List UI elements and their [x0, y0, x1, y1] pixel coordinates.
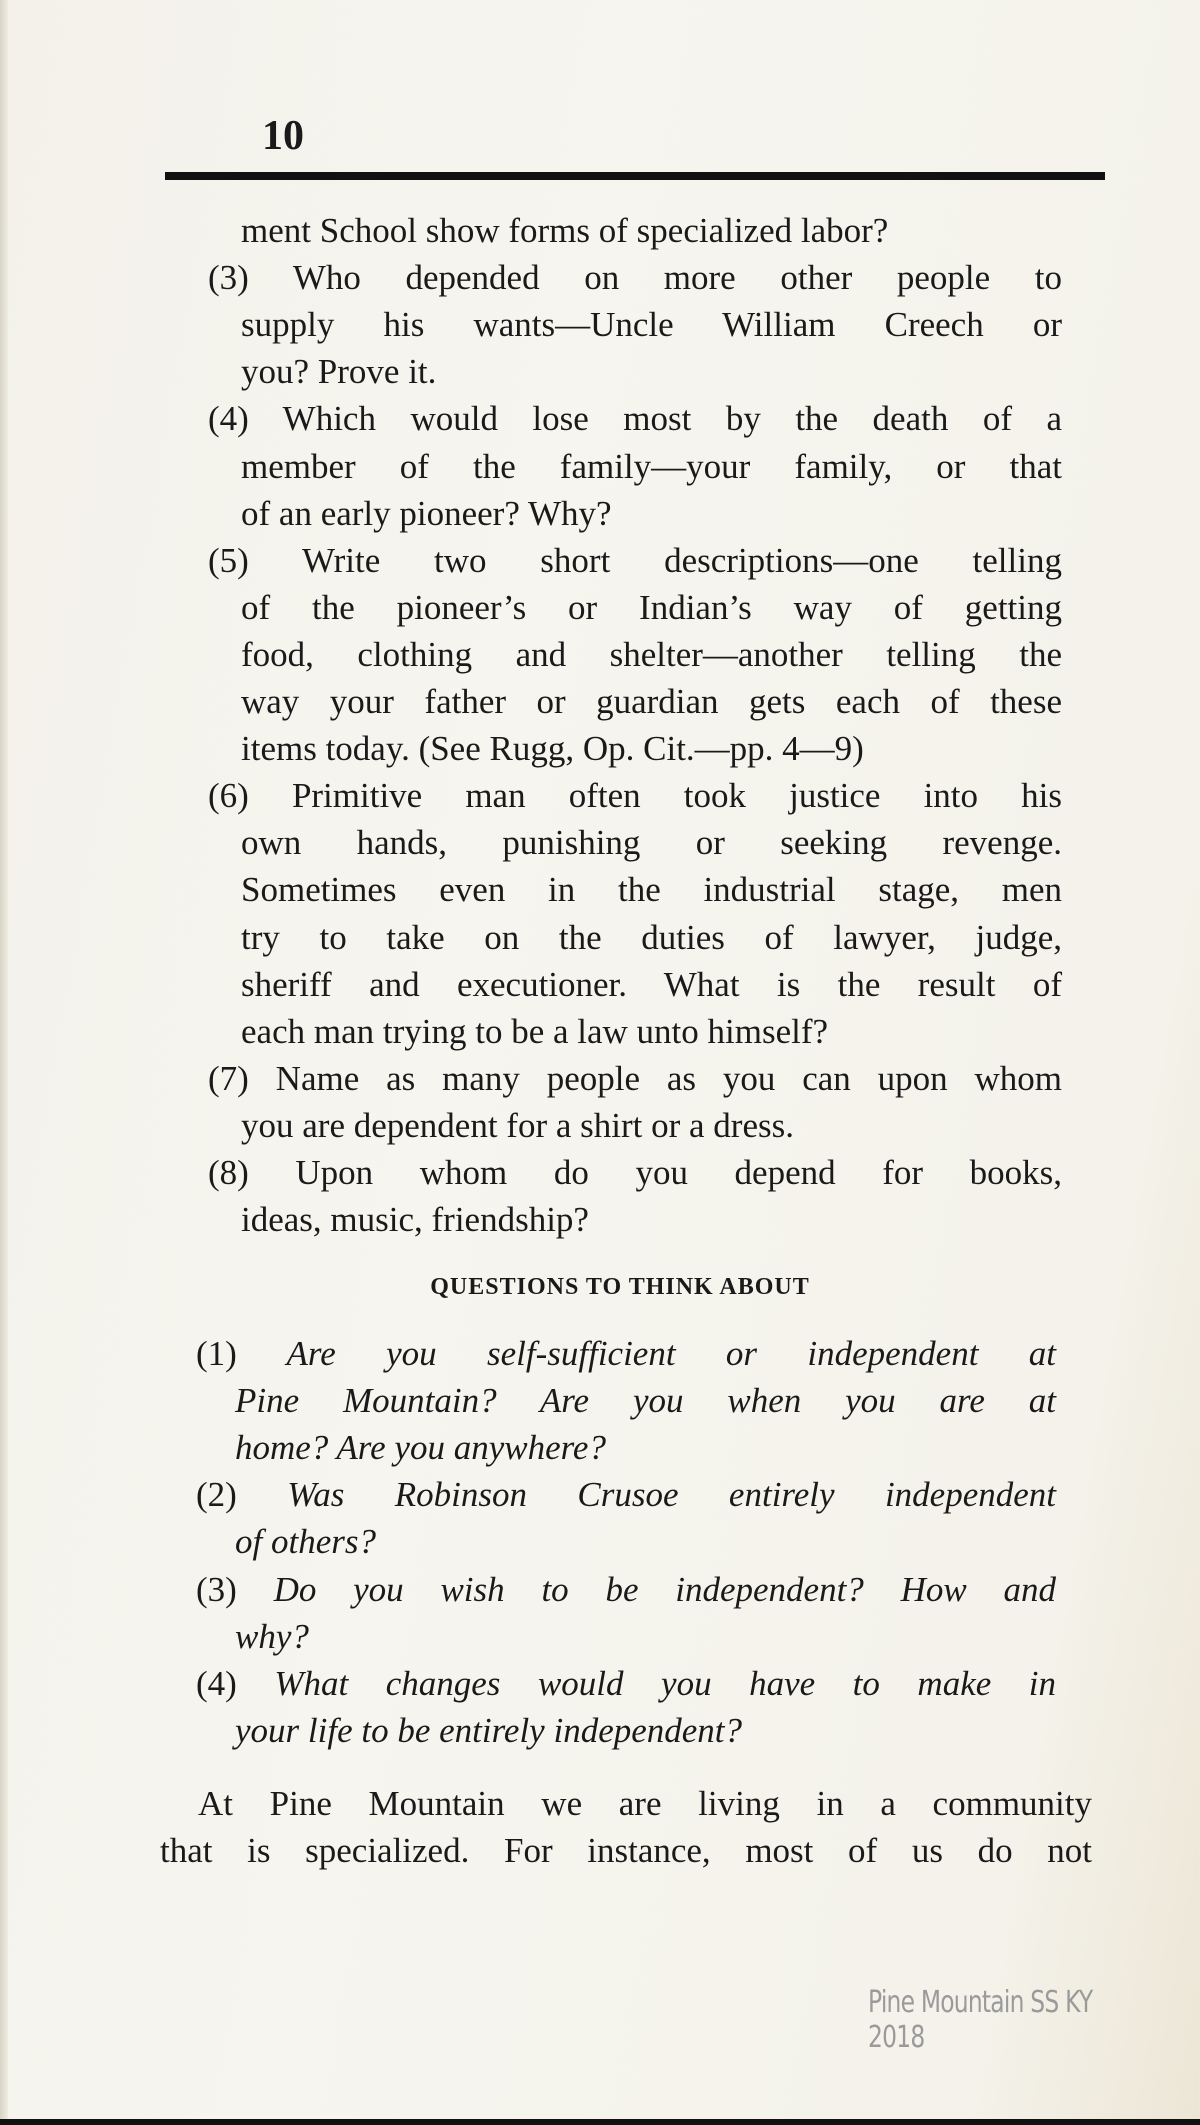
line-text: items today. (See Rugg, Op. Cit.—pp. 4—9)	[241, 729, 864, 769]
line-text: own hands, punishing or seeking revenge.	[241, 823, 1062, 863]
line-text: Do you wish to be independent? How and	[273, 1569, 1056, 1609]
line-text: way your father or guardian gets each of these	[241, 682, 1062, 721]
line-text: ment School show forms of specialized labor?	[241, 211, 889, 250]
item-line	[241, 914, 1062, 961]
line-text: Upon whom do you depend for books,	[295, 1153, 1062, 1192]
item-number: (3)	[208, 258, 249, 298]
line-text: Pine Mountain? Are you when you are at	[235, 1381, 1056, 1421]
line-text: food, clothing and shelter—another telling the	[241, 634, 1062, 674]
item-number: (8)	[208, 1153, 249, 1192]
item-line	[241, 819, 1062, 866]
item-line	[196, 1566, 1056, 1613]
item-line	[241, 1008, 1062, 1055]
questions-heading: QUESTIONS TO THINK ABOUT	[430, 1274, 810, 1300]
item-line	[196, 1471, 1056, 1518]
item-line	[241, 443, 1062, 490]
line-text: you? Prove it.	[241, 352, 437, 392]
item-line	[196, 1330, 1056, 1377]
line-text: each man trying to be a law unto himself?	[241, 1011, 829, 1051]
line-text: sheriff and executioner. What is the result of	[241, 964, 1062, 1004]
item-line	[208, 1149, 1062, 1196]
item-line	[241, 348, 1062, 395]
paragraph-line	[198, 1780, 1092, 1827]
line-text: What changes would you have to make in	[274, 1663, 1057, 1703]
item-line	[241, 961, 1062, 1008]
item-line	[241, 301, 1062, 348]
line-text: Was Robinson Crusoe entirely independent	[287, 1475, 1057, 1515]
item-line	[208, 772, 1062, 819]
line-text: Who depended on more other people to	[292, 258, 1063, 298]
item-line	[235, 1377, 1056, 1424]
line-text: why?	[235, 1616, 309, 1656]
item-number: (6)	[208, 776, 249, 816]
line-text: you are dependent for a shirt or a dress.	[241, 1105, 794, 1145]
item-number: (4)	[196, 1663, 237, 1703]
item-line	[235, 1424, 1056, 1471]
line-text: Are you self-sufficient or independent at	[286, 1334, 1056, 1373]
item-line	[241, 678, 1062, 725]
line-text: supply his wants—Uncle William Creech or	[241, 305, 1062, 345]
line-text: of an early pioneer? Why?	[241, 493, 612, 533]
item-line	[235, 1707, 1056, 1754]
item-line	[208, 1055, 1062, 1102]
line-text: Primitive man often took justice into his	[291, 776, 1063, 816]
item-line	[235, 1613, 1056, 1660]
line-text: try to take on the duties of lawyer, judge,	[241, 917, 1062, 957]
line-text: Which would lose most by the death of a	[282, 399, 1063, 439]
item-line	[241, 490, 1062, 537]
item-number: (2)	[196, 1475, 237, 1515]
page-edge	[0, 0, 8, 2125]
item-line	[241, 725, 1062, 772]
line-text: home? Are you anywhere?	[235, 1428, 606, 1468]
item-line	[208, 537, 1062, 584]
line-text: ideas, music, friendship?	[241, 1200, 589, 1240]
item-number: (3)	[196, 1569, 237, 1609]
item-line	[241, 866, 1062, 913]
item-line	[208, 254, 1062, 301]
item-line	[208, 395, 1062, 442]
item-number: (4)	[208, 399, 249, 439]
item-line	[235, 1518, 1056, 1565]
header-rule	[165, 172, 1105, 180]
item-number: (5)	[208, 540, 249, 580]
line-text: that is specialized. For instance, most of us do not	[160, 1831, 1092, 1870]
line-text: Sometimes even in the industrial stage, men	[241, 870, 1062, 910]
line-text: Name as many people as you can upon whom	[275, 1058, 1062, 1098]
paragraph-line	[160, 1827, 1092, 1874]
item-line	[241, 631, 1062, 678]
item-number: (1)	[196, 1334, 237, 1373]
page-edge-bottom	[0, 2119, 1200, 2125]
item-line	[241, 1196, 1062, 1243]
line-text: your life to be entirely independent?	[235, 1710, 743, 1750]
item-number: (7)	[208, 1058, 249, 1098]
item-line	[241, 584, 1062, 631]
line-text: member of the family—your family, or that	[241, 446, 1062, 486]
item-line	[241, 1102, 1062, 1149]
line-text: At Pine Mountain we are living in a community	[198, 1784, 1092, 1823]
line-text: of the pioneer’s or Indian’s way of getting	[241, 587, 1062, 627]
item-line	[196, 1660, 1056, 1707]
item-line	[241, 207, 1062, 254]
line-text: Write two short descriptions—one telling	[301, 540, 1062, 580]
line-text: of others?	[235, 1522, 376, 1562]
page-number: 10	[262, 113, 304, 159]
watermark: Pine Mountain SS KY 2018	[868, 1985, 1093, 2055]
